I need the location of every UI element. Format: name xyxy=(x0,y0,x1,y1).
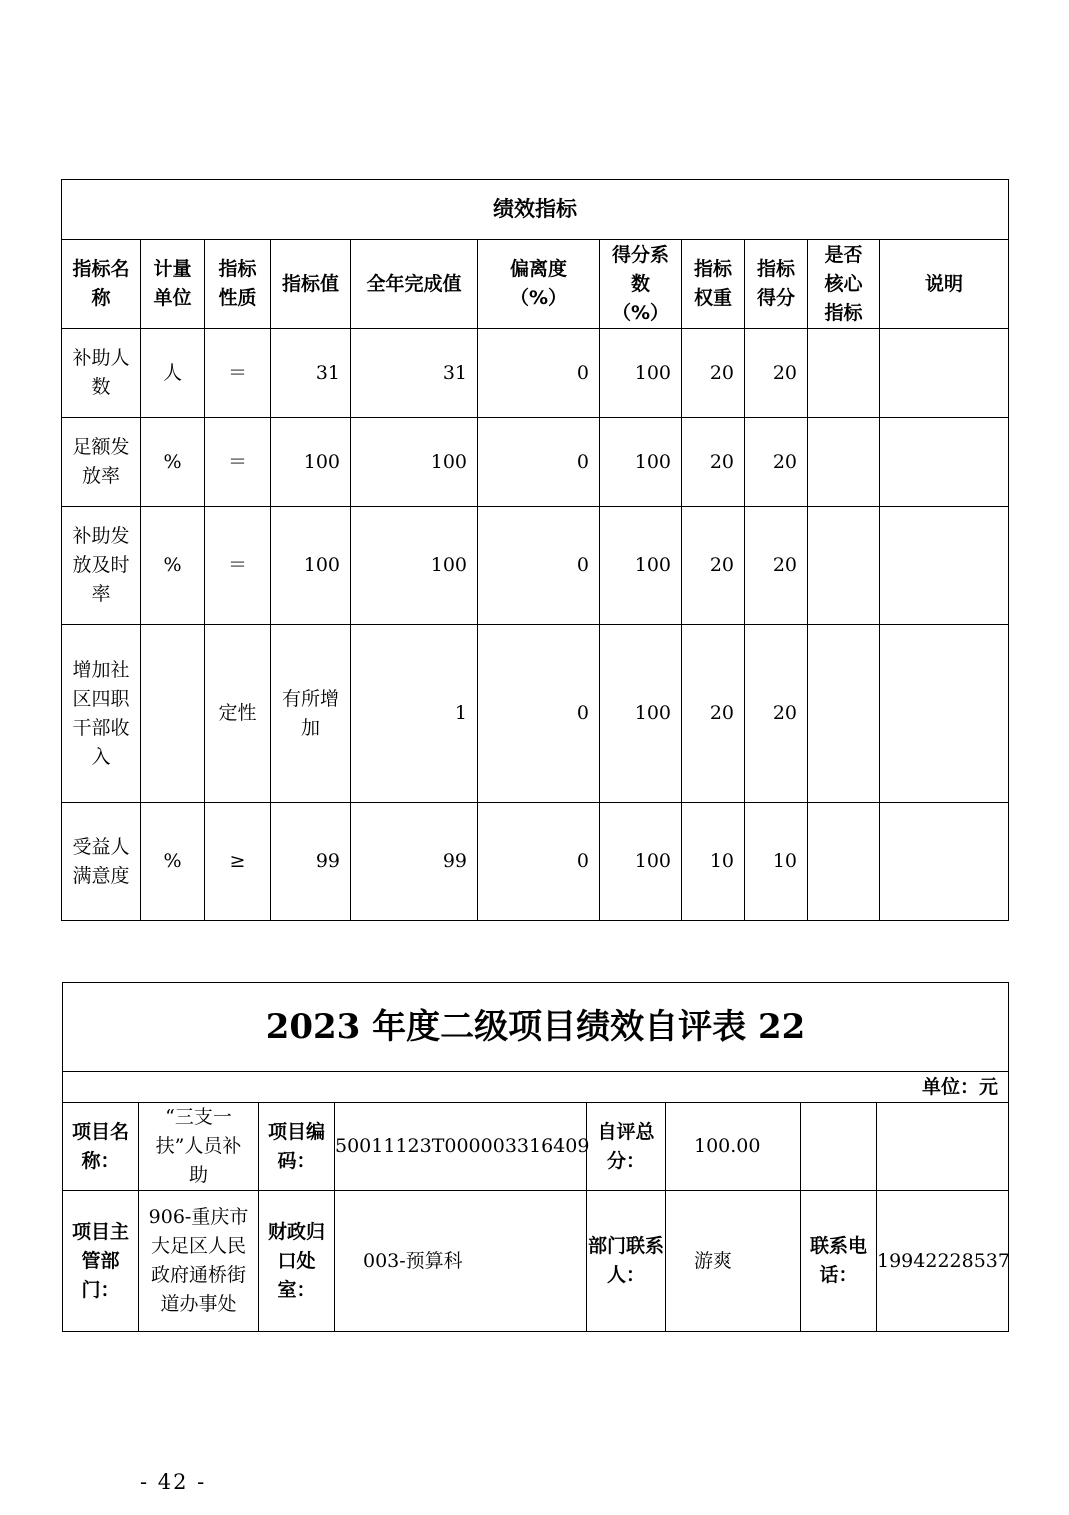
core-indicator-cell xyxy=(808,803,880,921)
table-row xyxy=(62,329,1009,418)
project-self-evaluation-table xyxy=(62,982,1009,1332)
performance-indicator-table xyxy=(61,179,1009,921)
score-coefficient-cell: 100 xyxy=(600,625,682,803)
contact-person-value: 游爽 xyxy=(666,1191,801,1332)
department-value: 906-重庆市大足区人民政府通桥街道办事处 xyxy=(139,1191,259,1332)
note-cell xyxy=(880,803,1009,921)
actual-value-cell: 100 xyxy=(351,507,478,625)
target-value-cell: 有所增加 xyxy=(271,625,351,803)
column-header: 计量单位 xyxy=(141,240,205,329)
weight-cell: 20 xyxy=(682,329,745,418)
weight-cell: 20 xyxy=(682,418,745,507)
actual-value-cell: 1 xyxy=(351,625,478,803)
empty-cell xyxy=(801,1103,877,1191)
deviation-cell: 0 xyxy=(478,418,600,507)
indicator-name: 足额发放率 xyxy=(62,418,141,507)
unit-cell: 人 xyxy=(141,329,205,418)
unit-cell: % xyxy=(141,507,205,625)
table-row xyxy=(62,803,1009,921)
score-coefficient-cell: 100 xyxy=(600,507,682,625)
phone-value: 19942228537 xyxy=(877,1191,1009,1332)
nature-cell: ＝ xyxy=(205,418,271,507)
core-indicator-cell xyxy=(808,329,880,418)
column-header: 是否核心指标 xyxy=(808,240,880,329)
table-header-row xyxy=(62,240,1009,329)
table-row xyxy=(62,625,1009,803)
unit-cell xyxy=(141,625,205,803)
score-coefficient-cell: 100 xyxy=(600,329,682,418)
unit-label: 单位：元 xyxy=(63,1072,1009,1103)
empty-cell xyxy=(877,1103,1009,1191)
target-value-cell: 100 xyxy=(271,418,351,507)
column-header: 得分系数（%） xyxy=(600,240,682,329)
self-score-value: 100.00 xyxy=(666,1103,801,1191)
contact-person-label: 部门联系人： xyxy=(587,1191,666,1332)
column-header: 指标权重 xyxy=(682,240,745,329)
unit-cell: % xyxy=(141,803,205,921)
column-header: 指标得分 xyxy=(745,240,808,329)
phone-label: 联系电话： xyxy=(801,1191,877,1332)
core-indicator-cell xyxy=(808,625,880,803)
project-code-label: 项目编码： xyxy=(259,1103,335,1191)
finance-office-label: 财政归口处室： xyxy=(259,1191,335,1332)
score-cell: 20 xyxy=(745,625,808,803)
deviation-cell: 0 xyxy=(478,803,600,921)
column-header: 偏离度（%） xyxy=(478,240,600,329)
project-name-value: “三支一扶”人员补助 xyxy=(139,1103,259,1191)
score-coefficient-cell: 100 xyxy=(600,418,682,507)
target-value-cell: 99 xyxy=(271,803,351,921)
core-indicator-cell xyxy=(808,507,880,625)
column-header: 指标性质 xyxy=(205,240,271,329)
indicator-name: 受益人满意度 xyxy=(62,803,141,921)
column-header: 指标名称 xyxy=(62,240,141,329)
performance-indicator-title: 绩效指标 xyxy=(62,180,1009,240)
score-coefficient-cell: 100 xyxy=(600,803,682,921)
table-row xyxy=(62,418,1009,507)
column-header: 说明 xyxy=(880,240,1009,329)
indicator-name: 补助人数 xyxy=(62,329,141,418)
target-value-cell: 31 xyxy=(271,329,351,418)
weight-cell: 20 xyxy=(682,507,745,625)
weight-cell: 10 xyxy=(682,803,745,921)
target-value-cell: 100 xyxy=(271,507,351,625)
table-row xyxy=(62,507,1009,625)
score-cell: 10 xyxy=(745,803,808,921)
nature-cell: ≥ xyxy=(205,803,271,921)
score-cell: 20 xyxy=(745,329,808,418)
column-header: 全年完成值 xyxy=(351,240,478,329)
note-cell xyxy=(880,507,1009,625)
nature-cell: ＝ xyxy=(205,507,271,625)
finance-office-value: 003-预算科 xyxy=(335,1191,587,1332)
deviation-cell: 0 xyxy=(478,625,600,803)
project-name-label: 项目名称： xyxy=(63,1103,139,1191)
nature-cell: 定性 xyxy=(205,625,271,803)
note-cell xyxy=(880,625,1009,803)
score-cell: 20 xyxy=(745,507,808,625)
department-label: 项目主管部门： xyxy=(63,1191,139,1332)
deviation-cell: 0 xyxy=(478,507,600,625)
indicator-name: 增加社区四职干部收入 xyxy=(62,625,141,803)
actual-value-cell: 100 xyxy=(351,418,478,507)
note-cell xyxy=(880,329,1009,418)
project-table-title: 2023 年度二级项目绩效自评表 22 xyxy=(63,983,1009,1072)
project-code-value: 50011123T000003316409 xyxy=(335,1103,587,1191)
column-header: 指标值 xyxy=(271,240,351,329)
page-number: - 42 - xyxy=(140,1470,207,1494)
core-indicator-cell xyxy=(808,418,880,507)
score-cell: 20 xyxy=(745,418,808,507)
indicator-name: 补助发放及时率 xyxy=(62,507,141,625)
actual-value-cell: 31 xyxy=(351,329,478,418)
self-score-label: 自评总分： xyxy=(587,1103,666,1191)
nature-cell: ＝ xyxy=(205,329,271,418)
unit-cell: % xyxy=(141,418,205,507)
actual-value-cell: 99 xyxy=(351,803,478,921)
deviation-cell: 0 xyxy=(478,329,600,418)
note-cell xyxy=(880,418,1009,507)
weight-cell: 20 xyxy=(682,625,745,803)
